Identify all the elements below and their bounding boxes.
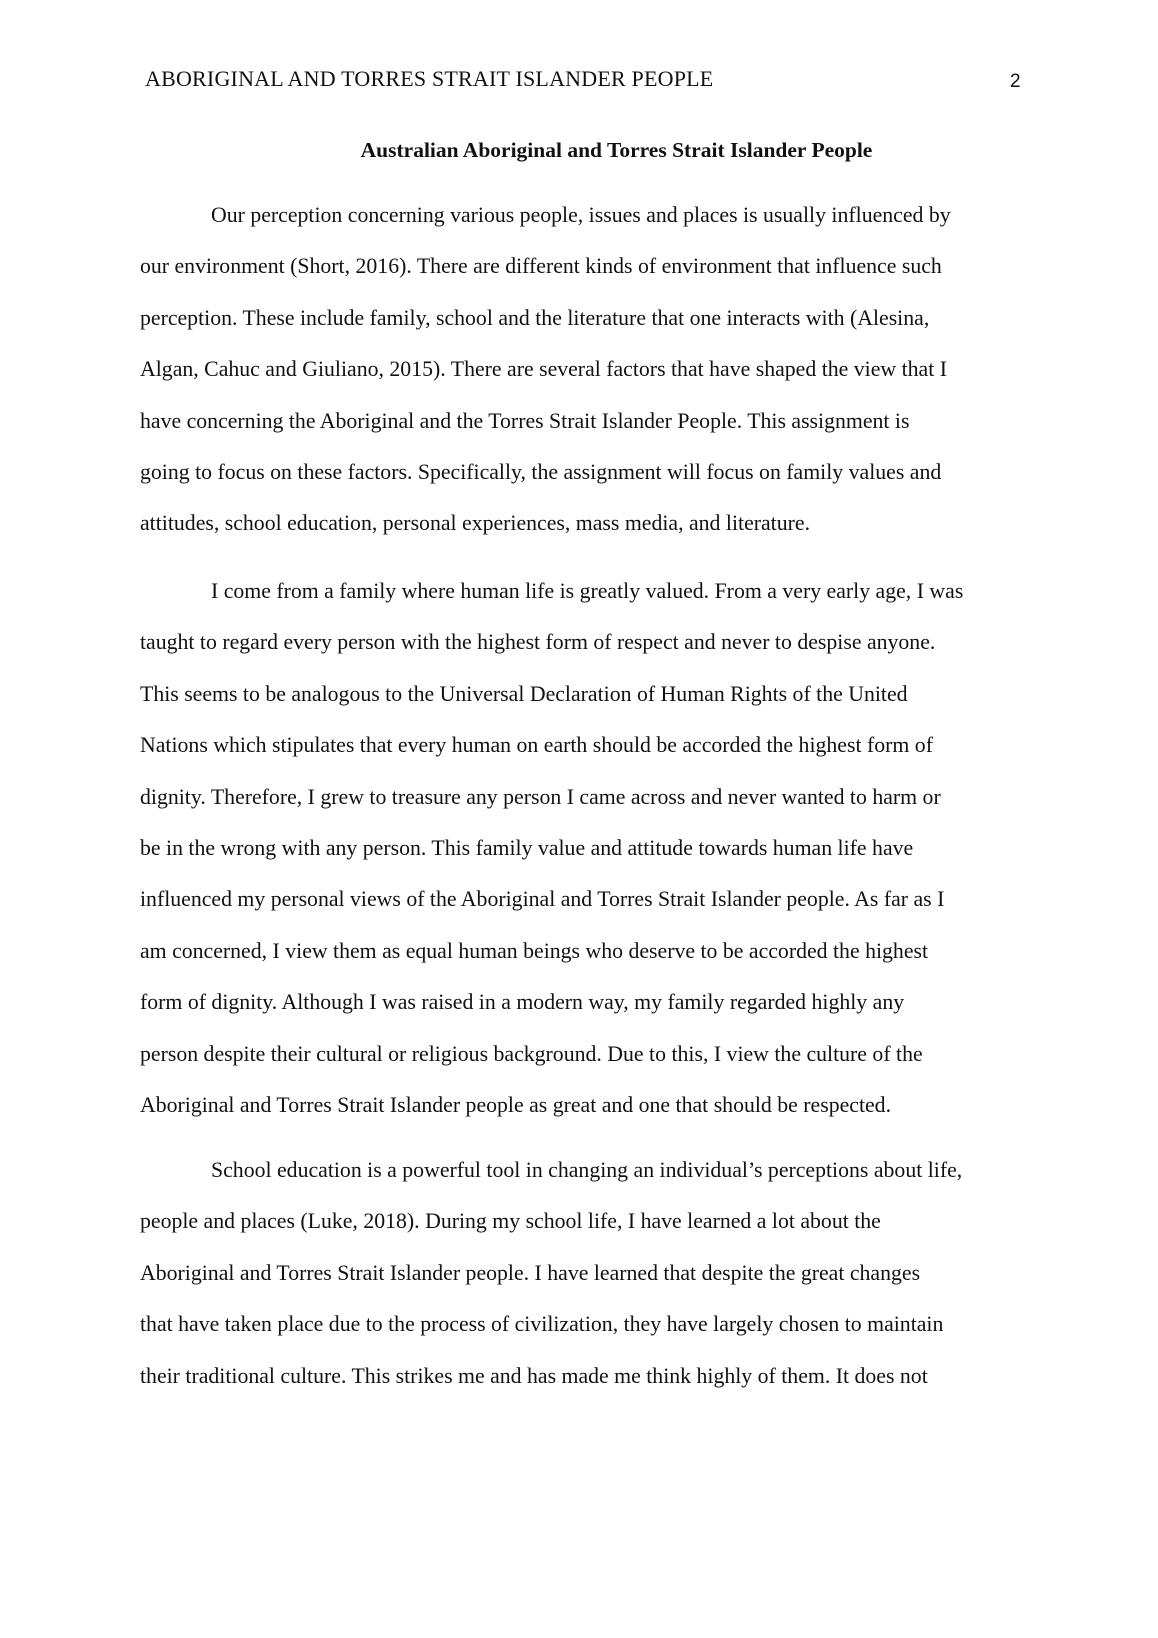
paragraph-1-line: our environment (Short, 2016). There are different kinds of environment that influence such — [140, 254, 942, 279]
paragraph-2-line: taught to regard every person with the highest form of respect and never to despise anyone. — [140, 630, 936, 655]
paragraph-1-line: going to focus on these factors. Specifically, the assignment will focus on family values and — [140, 460, 942, 484]
paragraph-2-line: I come from a family where human life is greatly valued. From a very early age, I was — [211, 579, 964, 603]
paragraph-1-line: perception. These include family, school and the literature that one interacts with (Alesina, — [140, 305, 930, 330]
paragraph-2-line: form of dignity. Although I was raised in a modern way, my family regarded highly any — [140, 990, 905, 1015]
paragraph-1-line: Our perception concerning various people, issues and places is usually influenced by — [211, 203, 951, 227]
paragraph-1-line: Algan, Cahuc and Giuliano, 2015). There are several factors that have shaped the view that I — [140, 357, 947, 382]
paragraph-2-line: This seems to be analogous to the Universal Declaration of Human Rights of the United — [140, 681, 908, 706]
running-head: ABORIGINAL AND TORRES STRAIT ISLANDER PEOPLE — [145, 66, 714, 91]
document-title: Australian Aboriginal and Torres Strait Islander People — [360, 138, 873, 162]
paragraph-3-line: School education is a powerful tool in changing an individual’s perceptions about life, — [211, 1158, 963, 1182]
paragraph-2-line: influenced my personal views of the Aboriginal and Torres Strait Islander people. As far as I — [140, 887, 945, 912]
paragraph-1-line: have concerning the Aboriginal and the Torres Strait Islander People. This assignment is — [140, 408, 910, 433]
paragraph-3-line: Aboriginal and Torres Strait Islander people. I have learned that despite the great changes — [140, 1260, 921, 1285]
paragraph-2-line: person despite their cultural or religious background. Due to this, I view the culture of the — [140, 1041, 923, 1066]
paragraph-1-line: attitudes, school education, personal experiences, mass media, and literature. — [140, 511, 811, 536]
paragraph-3-line: people and places (Luke, 2018). During my school life, I have learned a lot about the — [140, 1209, 881, 1234]
paragraph-2-line: dignity. Therefore, I grew to treasure any person I came across and never wanted to harm or — [140, 784, 941, 809]
paragraph-3-line: that have taken place due to the process of civilization, they have largely chosen to maintain — [140, 1312, 944, 1337]
paragraph-2-line: Nations which stipulates that every human on earth should be accorded the highest form of — [140, 733, 933, 758]
paragraph-2-line: be in the wrong with any person. This family value and attitude towards human life have — [140, 836, 914, 860]
paragraph-3-line: their traditional culture. This strikes me and has made me think highly of them. It does not — [140, 1363, 928, 1388]
page-number: 2 — [1010, 71, 1021, 92]
paragraph-2-line: am concerned, I view them as equal human beings who deserve to be accorded the highest — [140, 938, 929, 963]
paragraph-2-line: Aboriginal and Torres Strait Islander people as great and one that should be respected. — [140, 1093, 892, 1117]
